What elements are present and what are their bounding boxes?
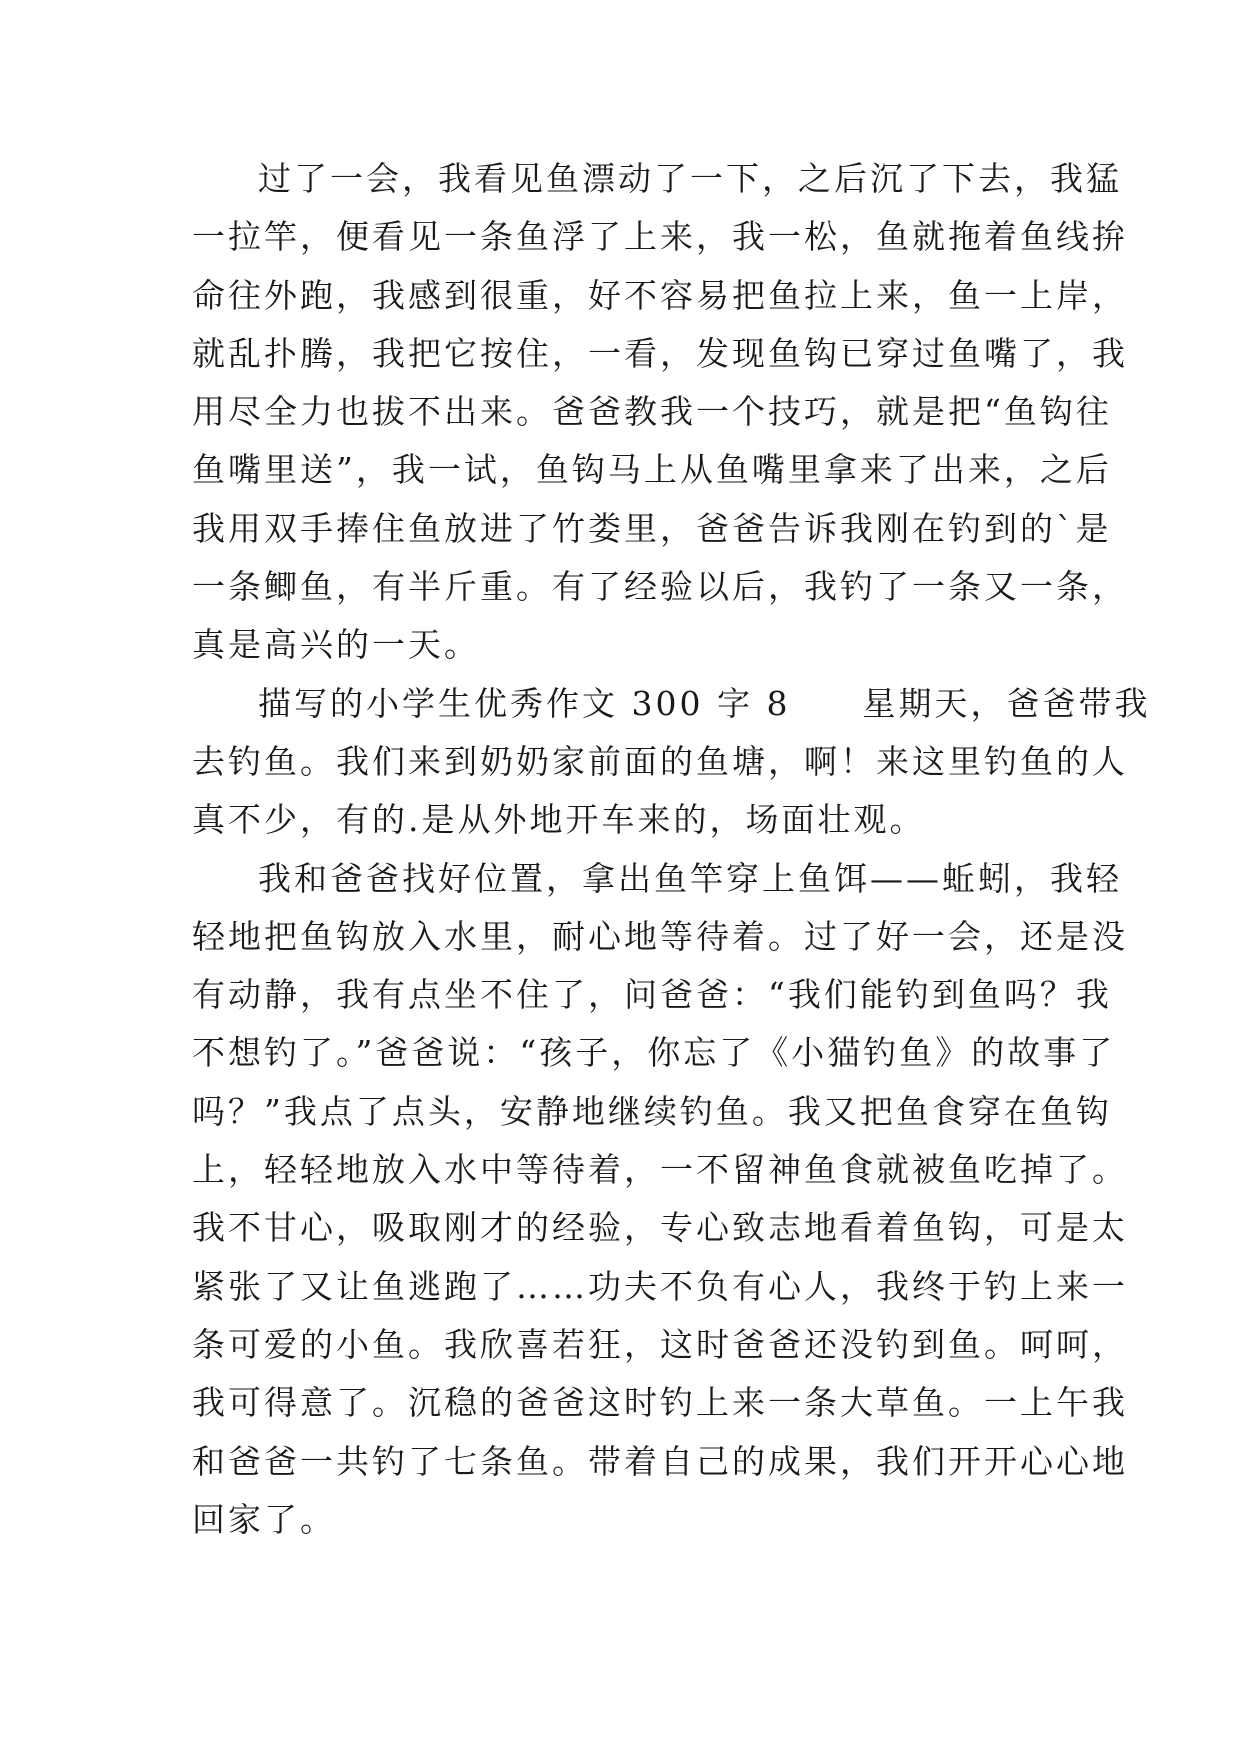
paragraph-3 xyxy=(192,850,1128,1550)
text-line: 鱼嘴里送”，我一试，鱼钩马上从鱼嘴里拿来了出来，之后 xyxy=(192,450,1112,490)
text-line: 命往外跑，我感到很重，好不容易把鱼拉上来，鱼一上岸， xyxy=(192,275,1128,315)
text-line: 一拉竿，便看见一条鱼浮了上来，我一松，鱼就拖着鱼线拚 xyxy=(192,217,1128,257)
document-body xyxy=(192,150,1151,1549)
text-line: 和爸爸一共钓了七条鱼。带着自己的成果，我们开开心心地 xyxy=(192,1441,1128,1481)
text-line: 我和爸爸找好位置，拿出鱼竿穿上鱼饵——蚯蚓，我轻 xyxy=(258,858,1122,898)
text-line: 我可得意了。沉稳的爸爸这时钓上来一条大草鱼。一上午我 xyxy=(192,1383,1128,1423)
text-line: 不想钓了。”爸爸说：“孩子，你忘了《小猫钓鱼》的故事了 xyxy=(192,1033,1116,1073)
text-line: 紧张了又让鱼逃跑了……功夫不负有心人，我终于钓上来一 xyxy=(192,1266,1128,1306)
text-line: 用尽全力也拔不出来。爸爸教我一个技巧，就是把“鱼钩往 xyxy=(192,392,1112,432)
text-line: 我不甘心，吸取刚才的经验，专心致志地看着鱼钩，可是太 xyxy=(192,1208,1128,1248)
text-line: 就乱扑腾，我把它按住，一看，发现鱼钩已穿过鱼嘴了，我 xyxy=(192,333,1128,373)
text-line: 我用双手捧住鱼放进了竹娄里，爸爸告诉我刚在钓到的`是 xyxy=(192,508,1112,548)
text-line: 一条鲫鱼，有半斤重。有了经验以后，我钓了一条又一条， xyxy=(192,567,1128,607)
text-line: 轻地把鱼钩放入水里，耐心地等待着。过了好一会，还是没 xyxy=(192,916,1128,956)
text-line: 过了一会，我看见鱼漂动了一下，之后沉了下去，我猛 xyxy=(258,159,1122,198)
text-line: 吗？”我点了点头，安静地继续钓鱼。我又把鱼食穿在鱼钩 xyxy=(192,1091,1112,1131)
text-line: 描写的小学生优秀作文 300 字 8 星期天，爸爸带我 xyxy=(258,683,1151,723)
paragraph-2 xyxy=(192,675,1151,850)
text-line: 去钓鱼。我们来到奶奶家前面的鱼塘，啊！来这里钓鱼的人 xyxy=(192,741,1128,781)
paragraph-1 xyxy=(192,150,1128,675)
text-line: 回家了。 xyxy=(192,1499,336,1539)
text-line: 真不少，有的.是从外地开车来的，场面壮观。 xyxy=(192,800,926,840)
text-line: 上，轻轻地放入水中等待着，一不留神鱼食就被鱼吃掉了。 xyxy=(192,1150,1128,1190)
text-line: 真是高兴的一天。 xyxy=(192,625,480,665)
text-line: 有动静，我有点坐不住了，问爸爸：“我们能钓到鱼吗？我 xyxy=(192,975,1112,1015)
text-line: 条可爱的小鱼。我欣喜若狂，这时爸爸还没钓到鱼。呵呵， xyxy=(192,1324,1128,1364)
